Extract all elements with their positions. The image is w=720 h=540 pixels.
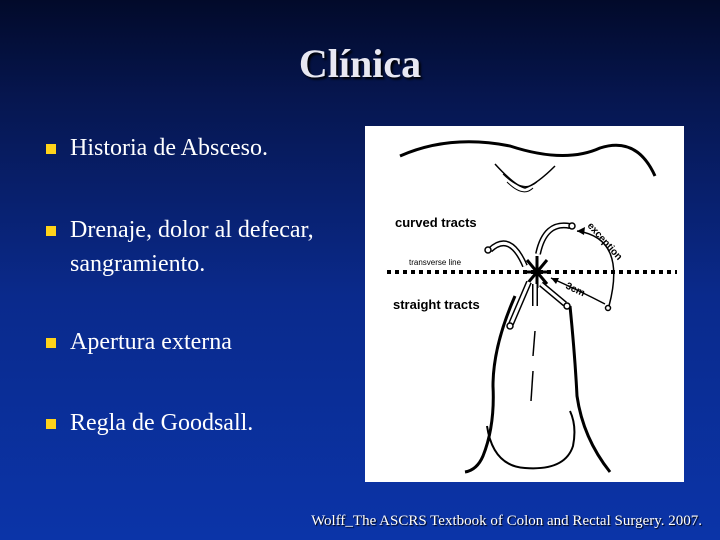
- curved-tracts-label: curved tracts: [395, 215, 477, 230]
- goodsall-rule-diagram: [365, 126, 684, 482]
- transverse-line-label: transverse line: [409, 258, 462, 267]
- bullet-text: Drenaje, dolor al defecar, sangramiento.: [70, 217, 314, 277]
- citation-text: Wolff_The ASCRS Textbook of Colon and Rectal Surgery. 2007.: [311, 513, 702, 529]
- gluteal-fold: [487, 411, 574, 468]
- exception-label: exception: [584, 220, 625, 263]
- straight-tracts: [507, 282, 570, 329]
- distance-label: 3cm: [563, 280, 587, 300]
- bullet-square-icon: [46, 226, 56, 236]
- diagram-svg: [365, 126, 684, 482]
- straight-tracts-label: straight tracts: [393, 297, 480, 312]
- slide-title: Clínica: [298, 41, 422, 86]
- left-thigh: [465, 296, 515, 472]
- perineum-curve: [495, 164, 555, 188]
- bullet-text: Regla de Goodsall.: [70, 410, 254, 436]
- bullet-square-icon: [46, 338, 56, 348]
- bullet-square-icon: [46, 419, 56, 429]
- bullet-text: Historia de Absceso.: [70, 135, 268, 161]
- bullet-text: Apertura externa: [70, 329, 232, 355]
- bullet-square-icon: [46, 144, 56, 154]
- body-outline: [400, 142, 655, 176]
- curved-tracts: [485, 223, 575, 266]
- right-thigh: [570, 306, 610, 472]
